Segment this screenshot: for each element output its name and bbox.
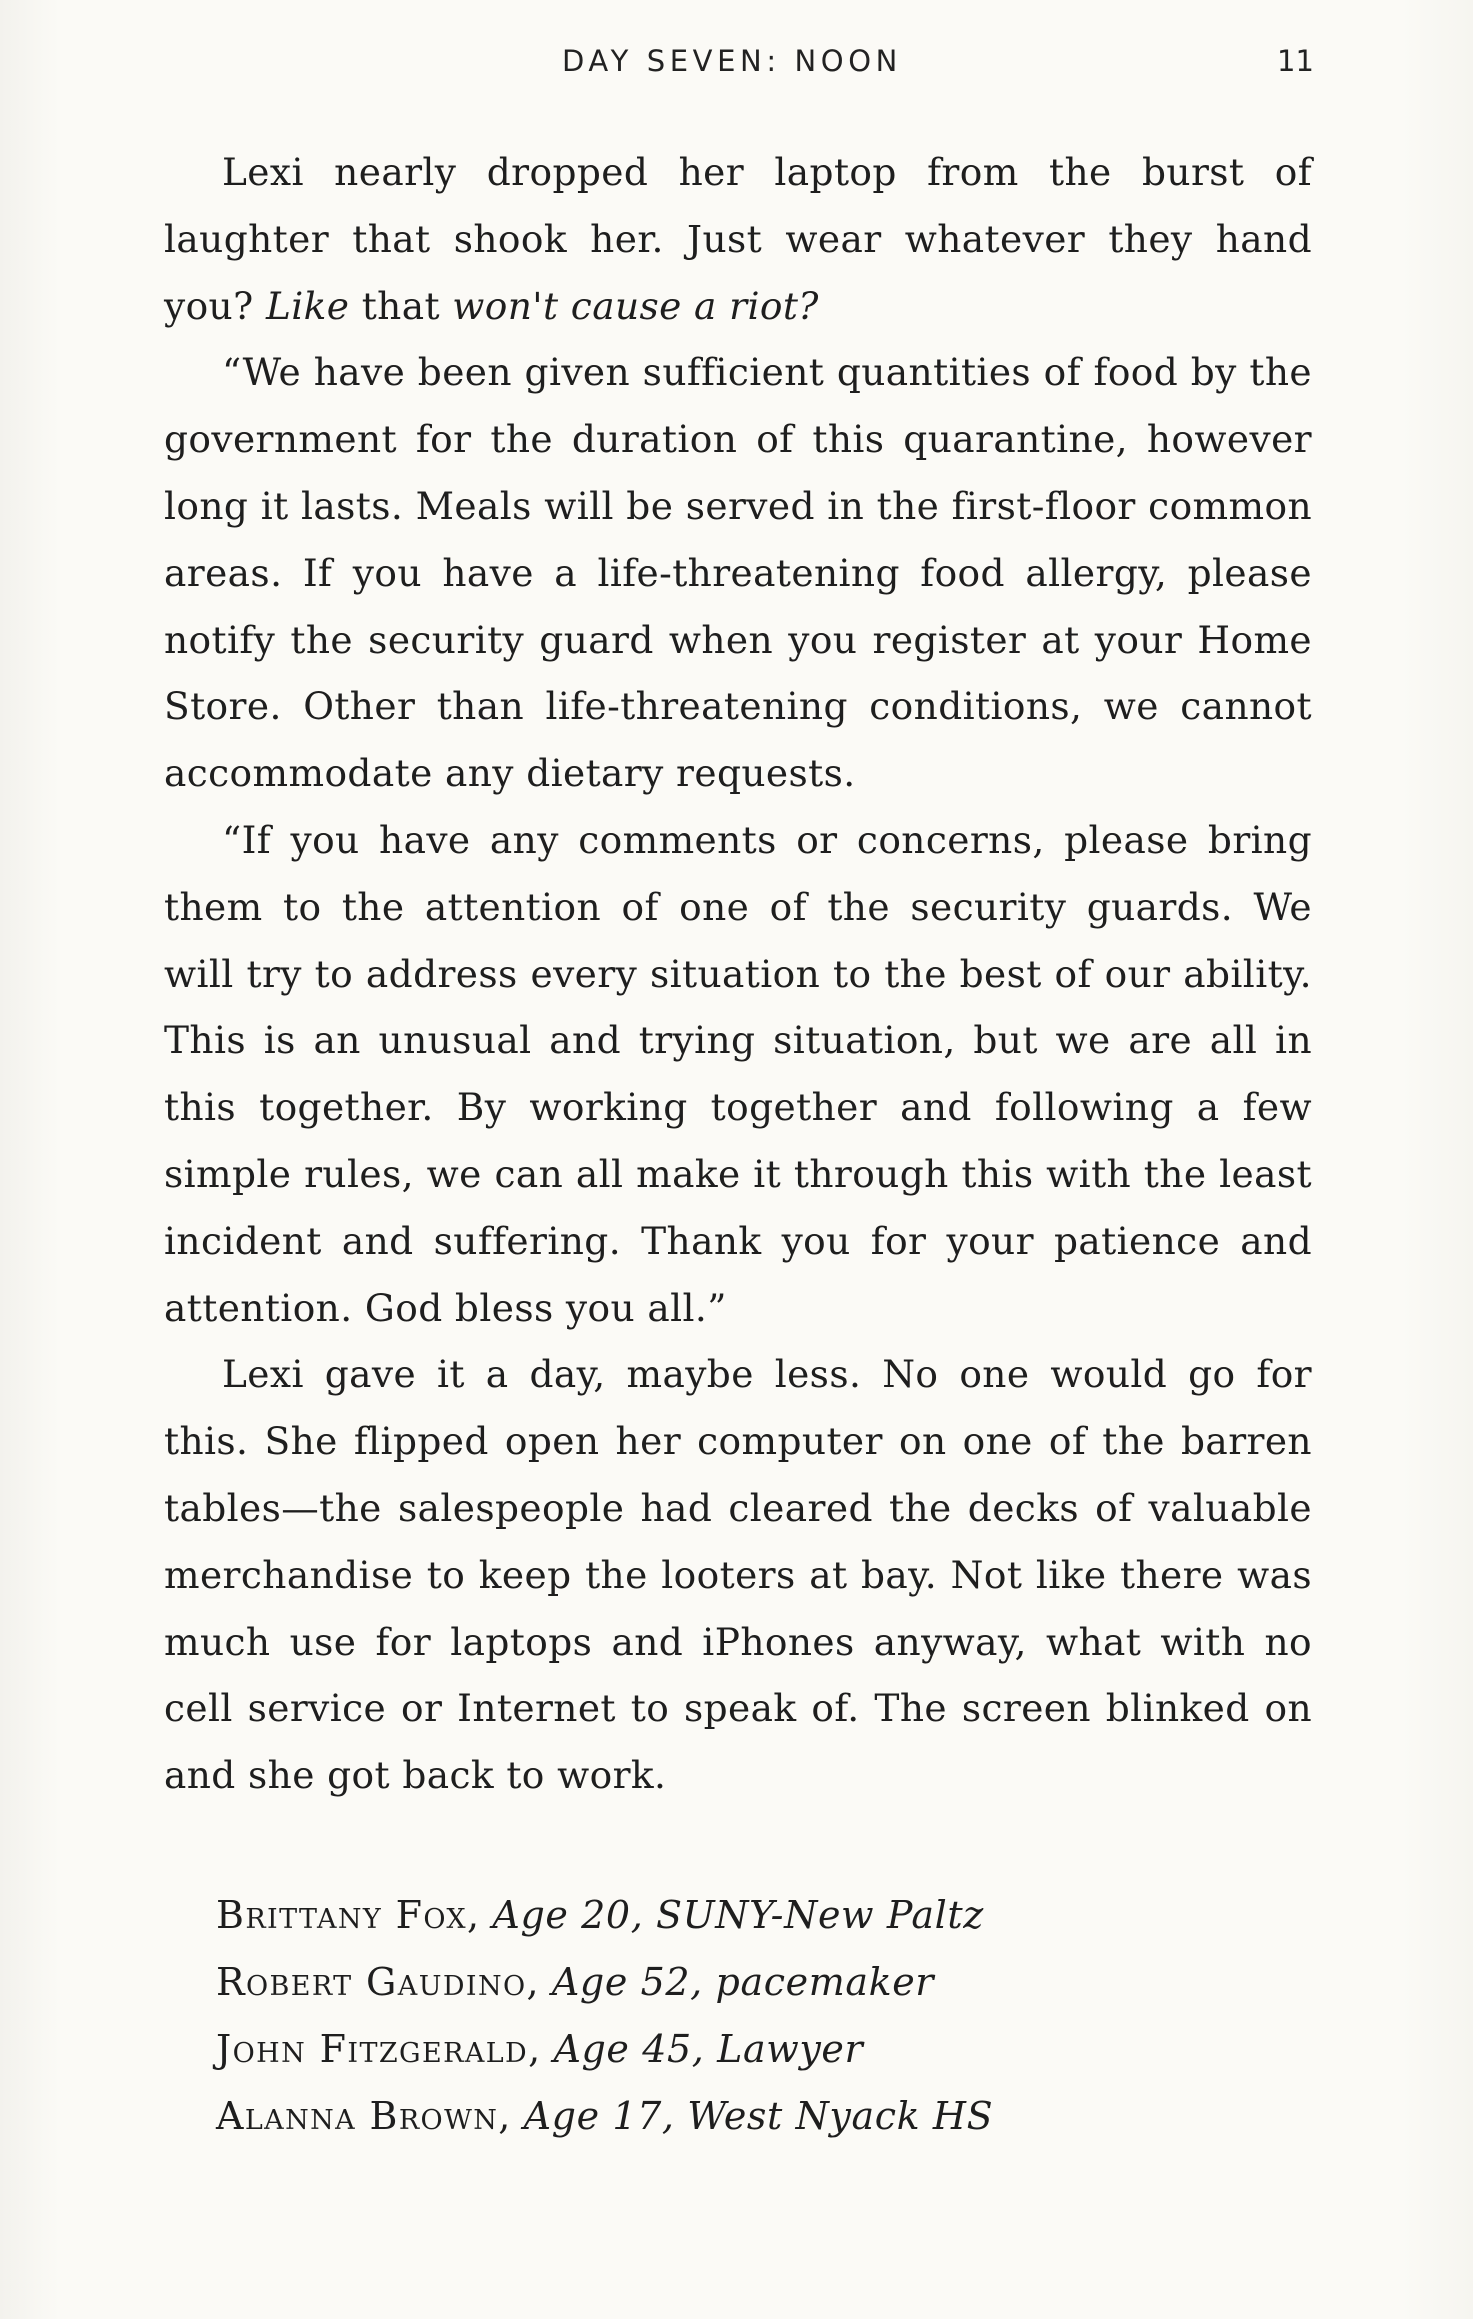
running-head bbox=[0, 44, 1473, 84]
italic-segment: Like bbox=[265, 283, 350, 328]
text-segment: Lexi gave it a day, maybe less. No one would go for this. She flipped open her computer on one of the barren tables—the salespeople had cleared the decks of valuable merchandise to keep the looters at bay. Not like there was much use for laptops and iPhones anyway, what with no cell service or Internet to speak of. The screen blinked on and she got back to work. bbox=[164, 1352, 1312, 1798]
roster-separator: , bbox=[498, 2094, 524, 2138]
roster-entry bbox=[216, 2016, 1316, 2083]
roster-separator: , bbox=[526, 1960, 552, 2004]
text-segment: that bbox=[349, 283, 453, 328]
roster-name: John Fitzgerald bbox=[216, 2027, 529, 2071]
character-roster bbox=[216, 1882, 1316, 2150]
roster-detail: Age 20, SUNY-New Paltz bbox=[492, 1893, 984, 1937]
roster-name: Robert Gaudino bbox=[216, 1960, 527, 2004]
chapter-running-title: DAY SEVEN: NOON bbox=[562, 44, 902, 78]
text-segment: “We have been given sufficient quantities of food by the government for the duration of this quarantine, however long it lasts. Meals will be served in the first-floor common areas. If you have a life-threatening food allergy, please notify the security guard when you register at your Home Store. Other than life-threatening conditions, we cannot accommodate any dietary requests. bbox=[164, 350, 1312, 796]
page-number: 11 bbox=[1277, 44, 1314, 78]
body-text bbox=[164, 139, 1312, 1809]
roster-detail: Age 17, West Nyack HS bbox=[523, 2094, 994, 2138]
roster-separator: , bbox=[467, 1893, 493, 1937]
paragraph bbox=[164, 139, 1312, 339]
paragraph bbox=[164, 807, 1312, 1341]
roster-entry bbox=[216, 1882, 1316, 1949]
roster-detail: Age 45, Lawyer bbox=[553, 2027, 864, 2071]
text-segment: “If you have any comments or concerns, please bring them to the attention of one of the security guards. We will try to address every situation to the best of our ability. This is an unusual and trying situation, but we are all in this together. By working together and following a few simple rules, we can all make it through this with the least incident and suffering. Thank you for your patience and attention. God bless you all.” bbox=[164, 817, 1312, 1330]
text-segment: Lexi nearly dropped her laptop from the burst of laughter that shook her. Just wear whatever they hand you? bbox=[164, 150, 1312, 328]
roster-name: Brittany Fox bbox=[216, 1893, 468, 1937]
roster-name: Alanna Brown bbox=[216, 2094, 499, 2138]
italic-segment: won't cause a riot? bbox=[452, 283, 819, 328]
roster-separator: , bbox=[528, 2027, 554, 2071]
roster-detail: Age 52, pacemaker bbox=[551, 1960, 935, 2004]
roster-entry bbox=[216, 2083, 1316, 2150]
roster-entry bbox=[216, 1949, 1316, 2016]
paragraph bbox=[164, 1341, 1312, 1809]
paragraph bbox=[164, 339, 1312, 807]
